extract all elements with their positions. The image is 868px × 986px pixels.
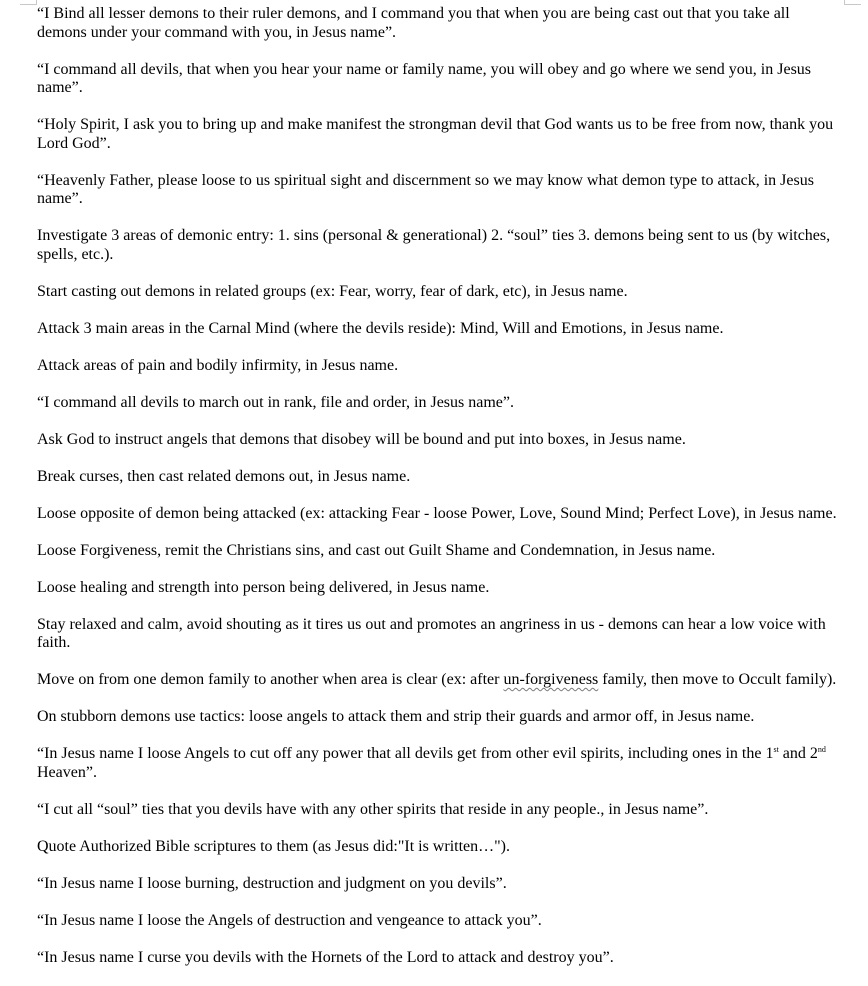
paragraph: “I cut all “soul” ties that you devils have with any other spirits that reside in any people., in Jesus name”.	[37, 800, 709, 818]
paragraph: Loose healing and strength into person being delivered, in Jesus name.	[37, 578, 490, 596]
paragraph: Attack areas of pain and bodily infirmity, in Jesus name.	[37, 356, 399, 374]
spellcheck-flagged-word[interactable]: un-forgiveness	[503, 671, 599, 688]
paragraph: Investigate 3 areas of demonic entry: 1. sins (personal & generational) 2. “soul” ties 3. demons being sent to us (by witches, spells, etc.).	[37, 227, 831, 263]
paragraph: Quote Authorized Bible scriptures to them (as Jesus did:"It is written…").	[37, 837, 510, 855]
ordinal-superscript: nd	[817, 745, 826, 754]
paragraph: Stay relaxed and calm, avoid shouting as it tires us out and promotes an angriness in us - demons can hear a low voice with faith.	[37, 615, 826, 651]
text-run: “In Jesus name I loose Angels to cut off any power that all devils get from other evil spirits, including ones in the 1	[37, 745, 774, 762]
ordinal-superscript: st	[773, 745, 779, 754]
paragraph: “In Jesus name I loose the Angels of destruction and vengeance to attack you”.	[37, 911, 542, 929]
paragraph: “Holy Spirit, I ask you to bring up and make manifest the strongman devil that God wants us to be free from now, thank you Lord God”.	[37, 116, 834, 152]
paragraph: Break curses, then cast related demons out, in Jesus name.	[37, 467, 411, 485]
paragraph: On stubborn demons use tactics: loose angels to attack them and strip their guards and armor off, in Jesus name.	[37, 708, 755, 725]
paragraph: “I Bind all lesser demons to their ruler demons, and I command you that when you are being cast out that you take all demons under your command with you, in Jesus name”.	[37, 5, 790, 41]
text-run: and 2	[778, 745, 818, 762]
paragraph: Loose opposite of demon being attacked (ex: attacking Fear - loose Power, Love, Sound Mind; Perfect Love), in Jesus name.	[37, 504, 837, 522]
paragraph: Start casting out demons in related groups (ex: Fear, worry, fear of dark, etc), in Jesus name.	[37, 282, 628, 300]
paragraph: “I command all devils, that when you hear your name or family name, you will obey and go where we send you, in Jesus name”.	[37, 60, 812, 96]
document-body[interactable]	[37, 5, 842, 986]
page-corner-mark-right	[844, 0, 861, 5]
paragraph: “In Jesus name I loose burning, destruction and judgment on you devils”.	[37, 874, 507, 892]
text-run: family, then move to Occult family).	[598, 671, 837, 688]
paragraph-heaven	[37, 745, 842, 782]
paragraph: Ask God to instruct angels that demons that disobey will be bound and put into boxes, in Jesus name.	[37, 430, 686, 448]
paragraph: “I command all devils to march out in rank, file and order, in Jesus name”.	[37, 393, 514, 411]
paragraph-move-on	[37, 671, 842, 690]
paragraph: “Heavenly Father, please loose to us spiritual sight and discernment so we may know what demon type to attack, in Jesus name”.	[37, 171, 814, 207]
text-run: Move on from one demon family to another when area is clear (ex: after	[37, 671, 504, 688]
paragraph: Loose Forgiveness, remit the Christians sins, and cast out Guilt Shame and Condemnation, in Jesus name.	[37, 541, 716, 559]
page-corner-mark-left	[20, 0, 37, 5]
paragraph: Attack 3 main areas in the Carnal Mind (where the devils reside): Mind, Will and Emotions, in Jesus name.	[37, 319, 724, 337]
paragraph: “In Jesus name I curse you devils with the Hornets of the Lord to attack and destroy you”.	[37, 948, 614, 966]
text-run: Heaven”.	[37, 763, 97, 781]
